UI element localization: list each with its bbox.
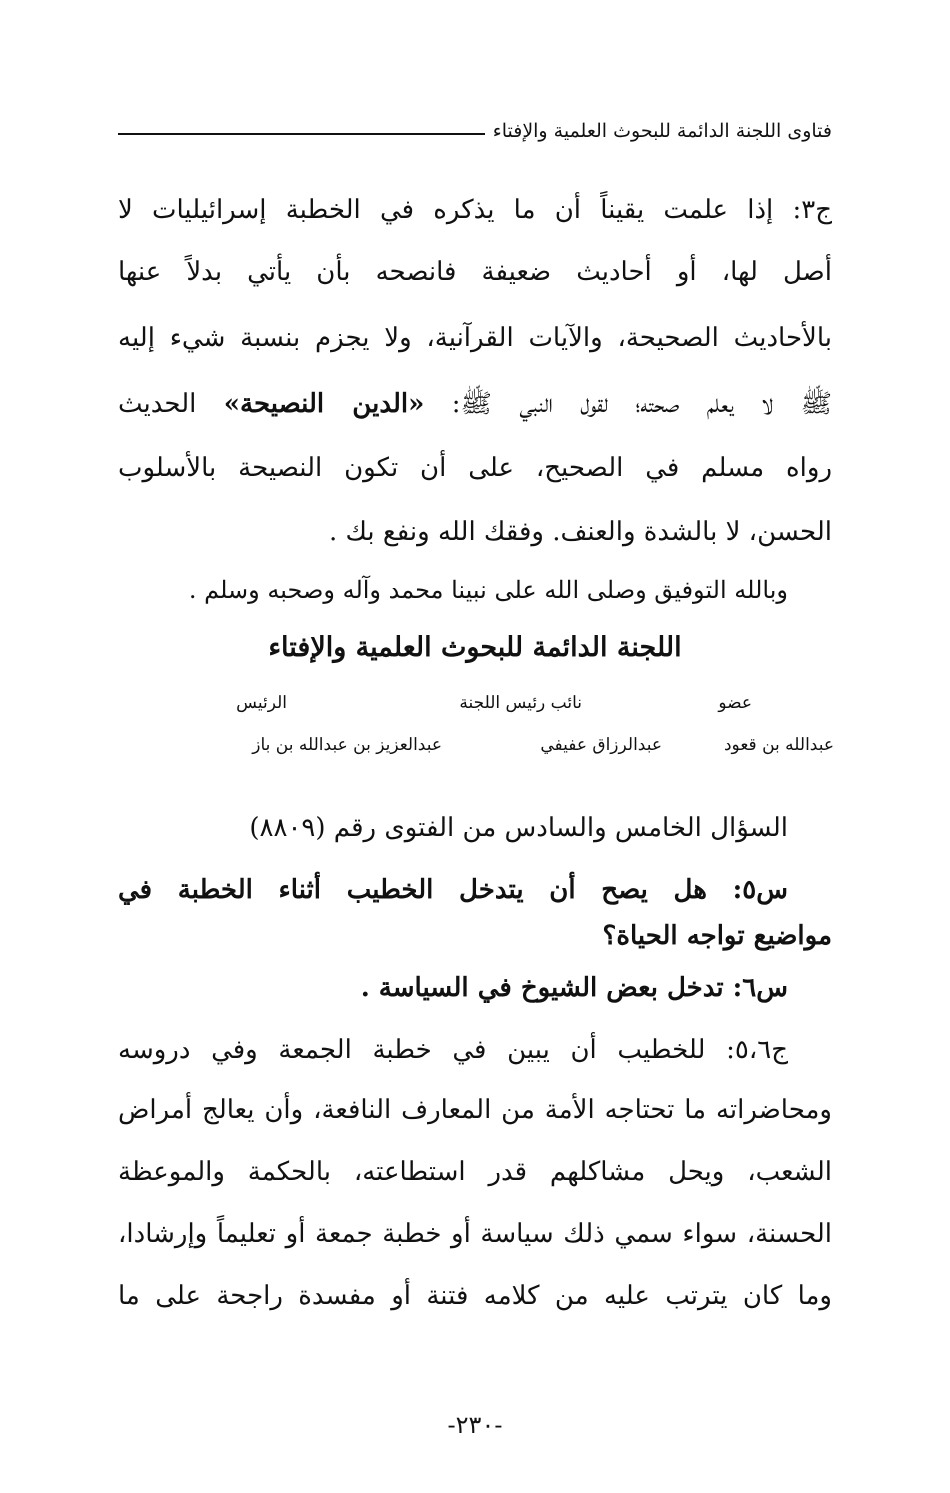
header-rule xyxy=(118,133,485,135)
answer56-line-4: الحسنة، سواء سمي ذلك سياسة أو خطبة جمعة أو تعليماً وإرشادا، xyxy=(118,1219,832,1249)
answer3-line-3: بالأحاديث الصحيحة، والآيات القرآنية، ولا يجزم بنسبة شيء إليه xyxy=(118,323,832,353)
hadith-quote: «الدين النصيحة» xyxy=(223,389,425,419)
answer3-line-4 xyxy=(118,384,832,424)
page-number: -٢٣٠- xyxy=(447,1411,503,1439)
deputy-name: عبدالرزاق عفيفي xyxy=(540,735,662,755)
answer3-line-1: ج٣: إذا علمت يقيناً أن ما يذكره في الخطبة إسرائيليات لا xyxy=(118,195,832,225)
signatory-names-row xyxy=(118,730,832,760)
committee-title: اللجنة الدائمة للبحوث العلمية والإفتاء xyxy=(268,632,682,663)
running-header-title: فتاوى اللجنة الدائمة للبحوث العلمية والإفتاء xyxy=(492,120,832,142)
answer3-line-2: أصل لها، أو أحاديث ضعيفة فانصحه بأن يأتي بدلاً عنها xyxy=(118,257,832,287)
answer3-line-4-before: ﷺ لا يعلم صحته؛ لقول النبي ﷺ: xyxy=(424,389,833,419)
answer3-line-4-after: الحديث xyxy=(118,389,224,419)
answer56-line-3: الشعب، ويحل مشاكلهم قدر استطاعته، بالحكمة والموعظة xyxy=(118,1157,832,1187)
member-name: عبدالله بن قعود xyxy=(723,735,834,755)
chairman-title: الرئيس xyxy=(236,693,287,713)
deputy-title: نائب رئيس اللجنة xyxy=(459,693,582,713)
question5-line-2: مواضيع تواجه الحياة؟ xyxy=(602,921,832,951)
fatwa-heading: السؤال الخامس والسادس من الفتوى رقم (٨٨٠٩) xyxy=(249,813,788,843)
closing-formula: وبالله التوفيق وصلى الله على نبينا محمد وآله وصحبه وسلم . xyxy=(188,576,788,604)
chairman-name: عبدالعزيز بن عبدالله بن باز xyxy=(252,735,442,755)
answer3-line-5: رواه مسلم في الصحيح، على أن تكون النصيحة بالأسلوب xyxy=(118,453,832,483)
answer56-line-2: ومحاضراته ما تحتاجه الأمة من المعارف النافعة، وأن يعالج أمراض xyxy=(118,1095,832,1125)
question6: س٦: تدخل بعض الشيوخ في السياسة . xyxy=(360,973,788,1003)
question5-line-1: س٥: هل يصح أن يتدخل الخطيب أثناء الخطبة في xyxy=(118,875,788,905)
answer56-line-1: ج٥،٦: للخطيب أن يبين في خطبة الجمعة وفي دروسه xyxy=(118,1035,788,1065)
answer3-line-6: الحسن، لا بالشدة والعنف. وفقك الله ونفع بك . xyxy=(328,517,832,547)
running-header xyxy=(118,112,832,142)
signatory-titles-row xyxy=(118,688,832,718)
document-page xyxy=(118,0,832,1493)
answer56-line-5: وما كان يترتب عليه من كلامه فتنة أو مفسدة راجحة على ما xyxy=(118,1281,832,1311)
member-title: عضو xyxy=(718,693,752,713)
